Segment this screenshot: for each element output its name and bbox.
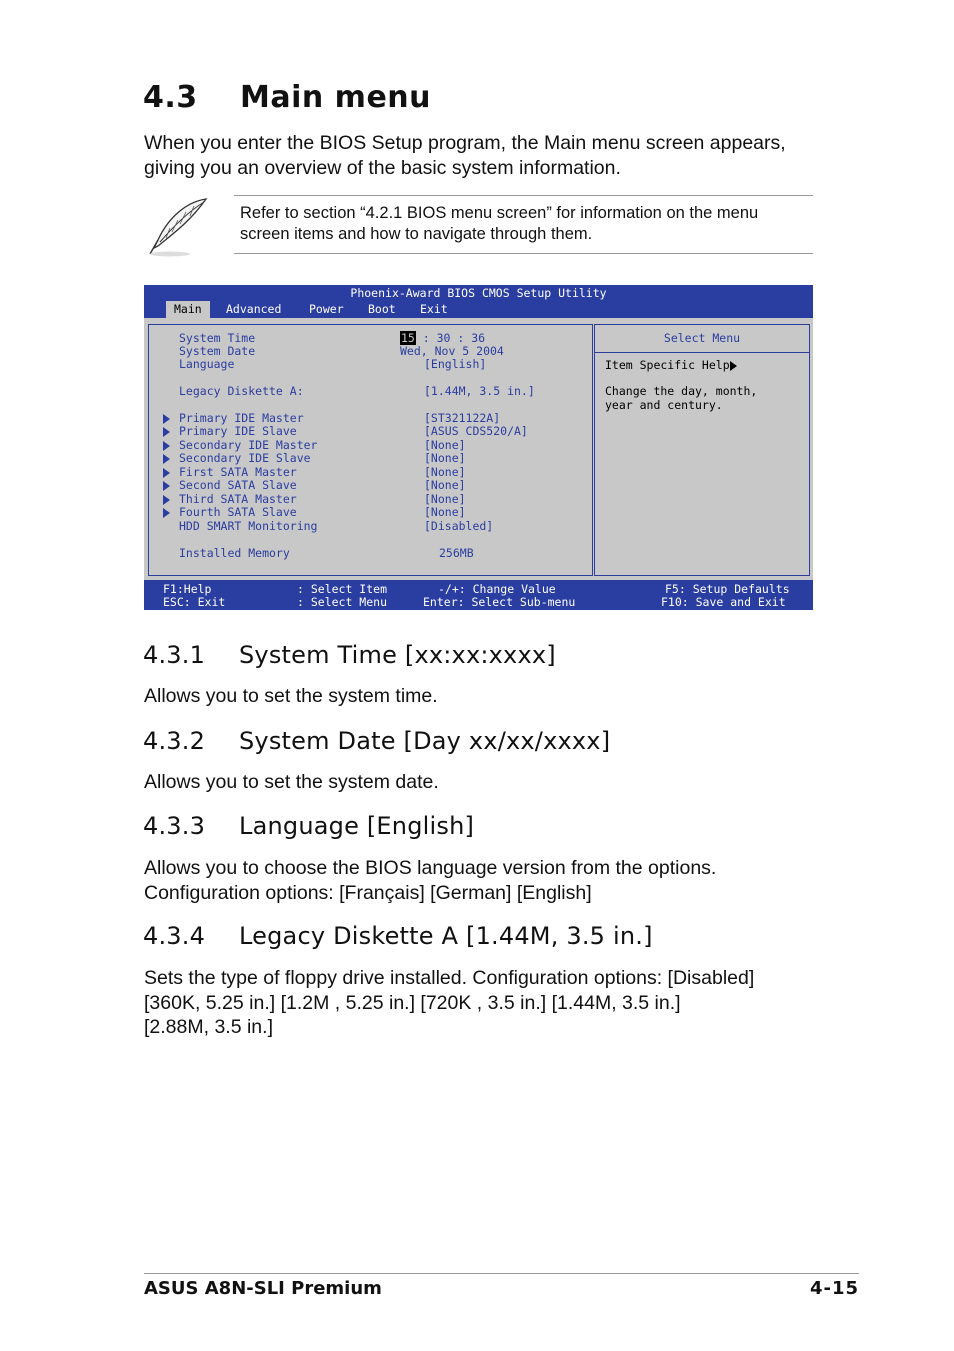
bios-value-language[interactable]: [English] bbox=[424, 357, 487, 371]
bios-help-title bbox=[605, 359, 737, 373]
help-arrow-icon bbox=[730, 361, 737, 371]
section-title: Language [English] bbox=[239, 812, 475, 840]
section-number: 4.3.3 bbox=[143, 812, 206, 840]
section-title: Legacy Diskette A [1.44M, 3.5 in.] bbox=[239, 922, 653, 950]
submenu-arrow-icon bbox=[163, 441, 170, 451]
bios-menu-main[interactable]: Main bbox=[166, 301, 210, 318]
key-select-item: : Select Item bbox=[297, 582, 388, 596]
section-body bbox=[144, 966, 754, 1040]
bios-menu-bar bbox=[144, 301, 813, 318]
bios-item-primary-ide-slave[interactable]: Primary IDE Slave bbox=[179, 424, 297, 438]
key-select-menu: : Select Menu bbox=[297, 595, 388, 609]
note-divider-bottom bbox=[234, 253, 813, 254]
bios-value-third-sata-master: [None] bbox=[424, 492, 466, 506]
note-text bbox=[240, 203, 820, 245]
bios-menu-advanced[interactable]: Advanced bbox=[226, 302, 282, 316]
footer-product-name: ASUS A8N-SLI Premium bbox=[144, 1278, 382, 1299]
bios-item-installed-memory: Installed Memory bbox=[179, 546, 290, 560]
bios-value-first-sata-master: [None] bbox=[424, 465, 466, 479]
bios-value-secondary-ide-slave: [None] bbox=[424, 451, 466, 465]
section-heading bbox=[143, 922, 653, 950]
bios-menu-exit[interactable]: Exit bbox=[420, 302, 448, 316]
bios-item-system-time[interactable]: System Time bbox=[179, 331, 256, 345]
bios-help-line: Change the day, month, bbox=[605, 384, 758, 398]
bios-item-first-sata-master[interactable]: First SATA Master bbox=[179, 465, 297, 479]
bios-item-third-sata-master[interactable]: Third SATA Master bbox=[179, 492, 297, 506]
bios-value-legacy-diskette[interactable]: [1.44M, 3.5 in.] bbox=[424, 384, 535, 398]
submenu-arrow-icon bbox=[163, 495, 170, 505]
key-f5-defaults: F5: Setup Defaults bbox=[665, 582, 790, 596]
section-number: 4.3 bbox=[143, 80, 198, 115]
bios-menu-power[interactable]: Power bbox=[309, 302, 344, 316]
key-esc-exit: ESC: Exit bbox=[163, 595, 226, 609]
bios-item-legacy-diskette[interactable]: Legacy Diskette A: bbox=[179, 384, 304, 398]
intro-paragraph bbox=[144, 131, 786, 180]
section-title: System Date [Day xx/xx/xxxx] bbox=[239, 727, 611, 755]
submenu-arrow-icon bbox=[163, 508, 170, 518]
note-line: screen items and how to navigate through them. bbox=[240, 225, 593, 243]
section-heading bbox=[143, 727, 610, 755]
section-body bbox=[144, 856, 716, 905]
bios-value-primary-ide-slave: [ASUS CDS520/A] bbox=[424, 424, 528, 438]
section-body-line: Sets the type of floppy drive installed. Configuration options: [Disabled] bbox=[144, 967, 755, 989]
bios-value-primary-ide-master: [ST321122A] bbox=[424, 411, 501, 425]
section-number: 4.3.4 bbox=[143, 922, 206, 950]
key-enter-submenu: Enter: Select Sub-menu bbox=[423, 595, 576, 609]
bios-item-secondary-ide-slave[interactable]: Secondary IDE Slave bbox=[179, 451, 311, 465]
bios-value-time-rest: : 30 : 36 bbox=[415, 331, 486, 345]
key-change-value: -/+: Change Value bbox=[438, 582, 556, 596]
submenu-arrow-icon bbox=[163, 468, 170, 478]
key-f10-save-exit: F10: Save and Exit bbox=[661, 595, 786, 609]
bios-item-secondary-ide-master[interactable]: Secondary IDE Master bbox=[179, 438, 318, 452]
section-body bbox=[144, 770, 439, 795]
intro-line: giving you an overview of the basic system information. bbox=[144, 156, 621, 179]
section-heading bbox=[143, 641, 556, 669]
bios-cursor-hour[interactable]: 15 bbox=[401, 331, 415, 345]
bios-item-system-date[interactable]: System Date bbox=[179, 344, 256, 358]
key-f1-help: F1:Help bbox=[163, 582, 212, 596]
feather-note-icon bbox=[146, 196, 212, 258]
bios-value-secondary-ide-master: [None] bbox=[424, 438, 466, 452]
bios-item-language[interactable]: Language bbox=[179, 357, 235, 371]
bios-value-hdd-smart[interactable]: [Disabled] bbox=[424, 519, 494, 533]
intro-line: When you enter the BIOS Setup program, the Main menu screen appears, bbox=[144, 132, 786, 154]
bios-value-fourth-sata-slave: [None] bbox=[424, 505, 466, 519]
submenu-arrow-icon bbox=[163, 454, 170, 464]
section-heading bbox=[143, 812, 474, 840]
section-number: 4.3.2 bbox=[143, 727, 206, 755]
note-divider-top bbox=[234, 195, 813, 196]
section-body-line: [360K, 5.25 in.] [1.2M , 5.25 in.] [720K , 3.5 in.] [1.44M, 3.5 in.] bbox=[144, 991, 681, 1014]
submenu-arrow-icon bbox=[163, 427, 170, 437]
bios-title-bar: Phoenix-Award BIOS CMOS Setup Utility bbox=[144, 285, 813, 301]
bios-item-primary-ide-master[interactable]: Primary IDE Master bbox=[179, 411, 304, 425]
bios-value-second-sata-slave: [None] bbox=[424, 478, 466, 492]
section-number: 4.3.1 bbox=[143, 641, 206, 669]
bios-key-bar bbox=[144, 580, 813, 610]
footer-page-number: 4-15 bbox=[810, 1278, 860, 1299]
bios-value-installed-memory: 256MB bbox=[439, 546, 474, 560]
section-body-line: [2.88M, 3.5 in.] bbox=[144, 1016, 273, 1038]
section-body bbox=[144, 684, 438, 709]
submenu-arrow-icon bbox=[163, 481, 170, 491]
bios-item-fourth-sata-slave[interactable]: Fourth SATA Slave bbox=[179, 505, 297, 519]
bios-value-system-date[interactable]: Wed, Nov 5 2004 bbox=[400, 344, 504, 358]
note-line: Refer to section “4.2.1 BIOS menu screen” for information on the menu bbox=[240, 204, 759, 222]
section-body-line: Allows you to choose the BIOS language version from the options. bbox=[144, 857, 717, 879]
bios-help-item-label: Item Specific Help bbox=[605, 358, 730, 372]
bios-menu-boot[interactable]: Boot bbox=[368, 302, 396, 316]
bios-help-header: Select Menu bbox=[595, 325, 809, 353]
section-title: System Time [xx:xx:xxxx] bbox=[239, 641, 556, 669]
bios-item-second-sata-slave[interactable]: Second SATA Slave bbox=[179, 478, 297, 492]
bios-screen bbox=[144, 285, 813, 610]
section-body-line: Allows you to set the system date. bbox=[144, 771, 439, 793]
section-body-line: Allows you to set the system time. bbox=[144, 685, 438, 707]
page-title bbox=[143, 80, 431, 115]
section-title: Main menu bbox=[240, 80, 432, 115]
bios-item-hdd-smart[interactable]: HDD SMART Monitoring bbox=[179, 519, 318, 533]
section-body-line: Configuration options: [Français] [German] [English] bbox=[144, 881, 592, 904]
bios-help-line: year and century. bbox=[605, 398, 723, 412]
footer-divider bbox=[144, 1273, 859, 1274]
submenu-arrow-icon bbox=[163, 414, 170, 424]
